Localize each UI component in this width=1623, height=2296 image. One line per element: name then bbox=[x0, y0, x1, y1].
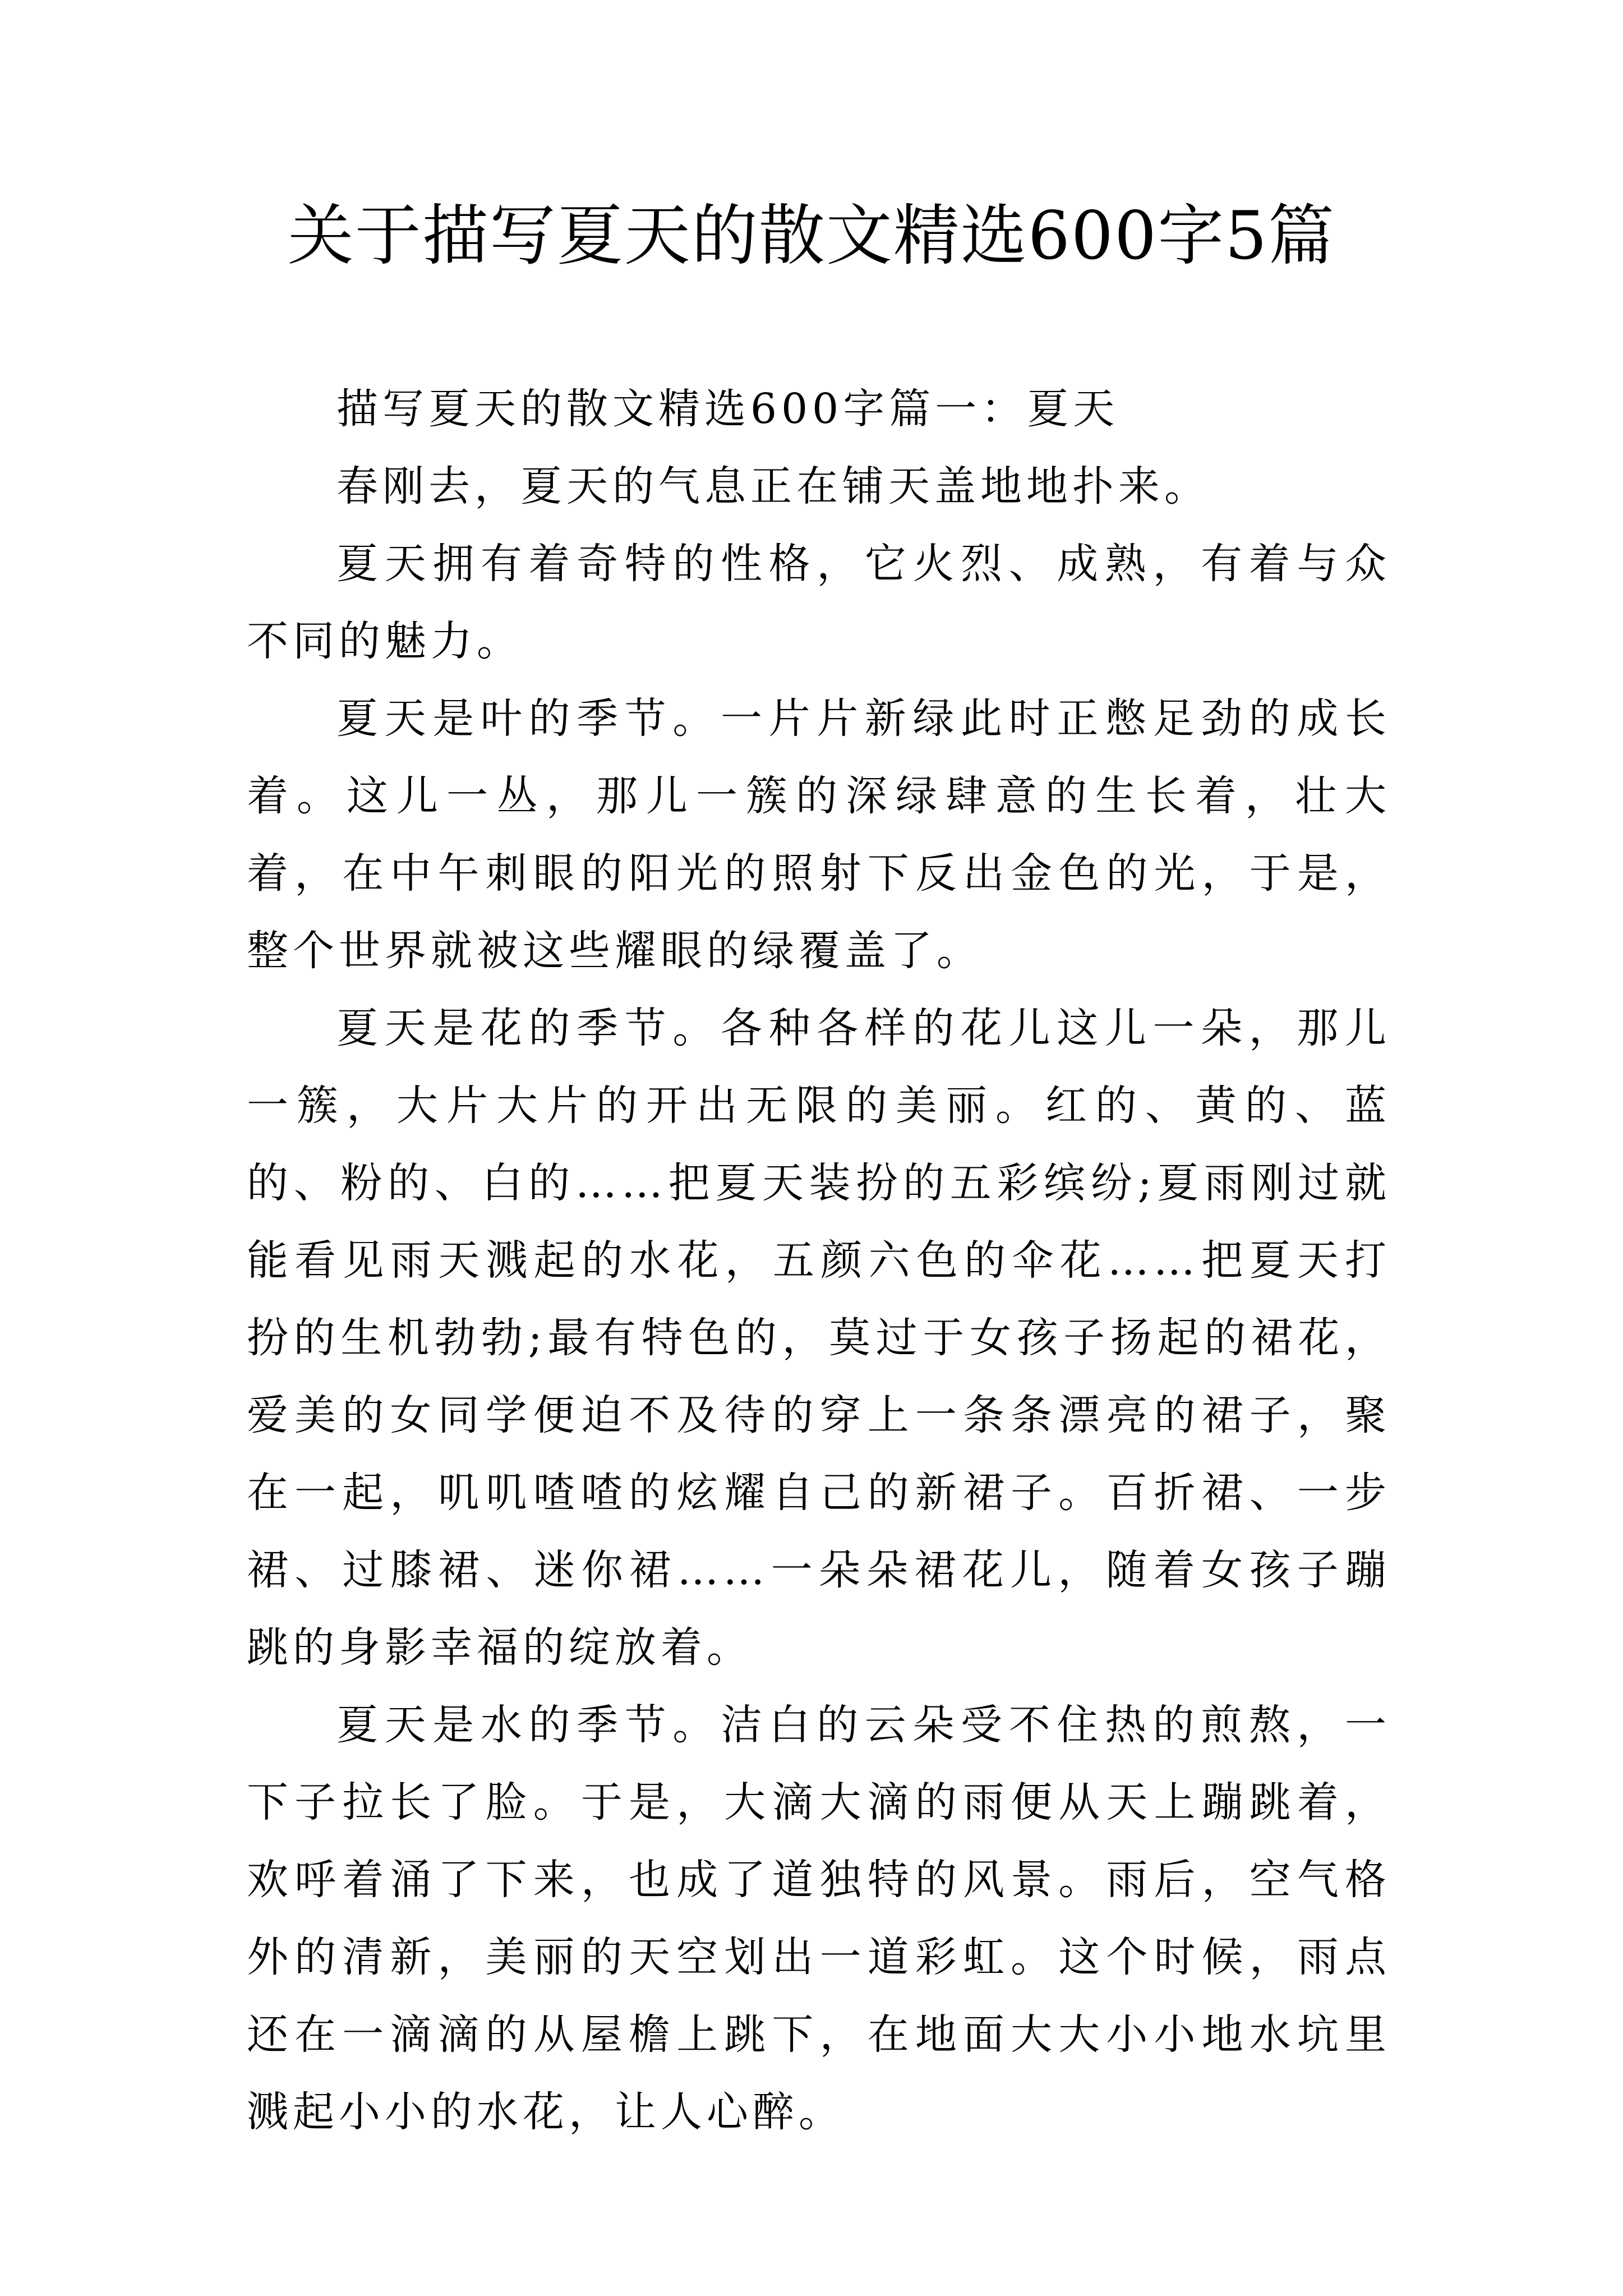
document-body bbox=[247, 370, 1391, 2151]
paragraph: 夏天是花的季节。各种各样的花儿这儿一朵，那儿一簇，大片大片的开出无限的美丽。红的、黄的、蓝的、粉的、白的……把夏天装扮的五彩缤纷;夏雨刚过就能看见雨天溅起的水花，五颜六色的伞花……把夏天打扮的生机勃勃;最有特色的，莫过于女孩子扬起的裙花，爱美的女同学便迫不及待的穿上一条条漂亮的裙子，聚在一起，叽叽喳喳的炫耀自己的新裙子。百折裙、一步裙、过膝裙、迷你裙……一朵朵裙花儿，随着女孩子蹦跳的身影幸福的绽放着。 bbox=[247, 1004, 1391, 1672]
paragraph: 夏天是水的季节。洁白的云朵受不住热的煎熬，一下子拉长了脸。于是，大滴大滴的雨便从天上蹦跳着，欢呼着涌了下来，也成了道独特的风景。雨后，空气格外的清新，美丽的天空划出一道彩虹。这个时候，雨点还在一滴滴的从屋檐上跳下，在地面大大小小地水坑里溅起小小的水花，让人心醉。 bbox=[247, 1701, 1391, 2136]
document-title: 关于描写夏天的散文精选600字5篇 bbox=[287, 197, 1336, 274]
paragraph: 夏天是叶的季节。一片片新绿此时正憋足劲的成长着。这儿一丛，那儿一簇的深绿肆意的生长着，壮大着，在中午刺眼的阳光的照射下反出金色的光，于是，整个世界就被这些耀眼的绿覆盖了。 bbox=[247, 694, 1391, 975]
paragraph: 夏天拥有着奇特的性格，它火烈、成熟，有着与众不同的魅力。 bbox=[247, 540, 1391, 665]
section-heading: 描写夏天的散文精选600字篇一：夏天 bbox=[336, 385, 1119, 433]
paragraph: 春刚去，夏天的气息正在铺天盖地地扑来。 bbox=[336, 462, 1210, 510]
